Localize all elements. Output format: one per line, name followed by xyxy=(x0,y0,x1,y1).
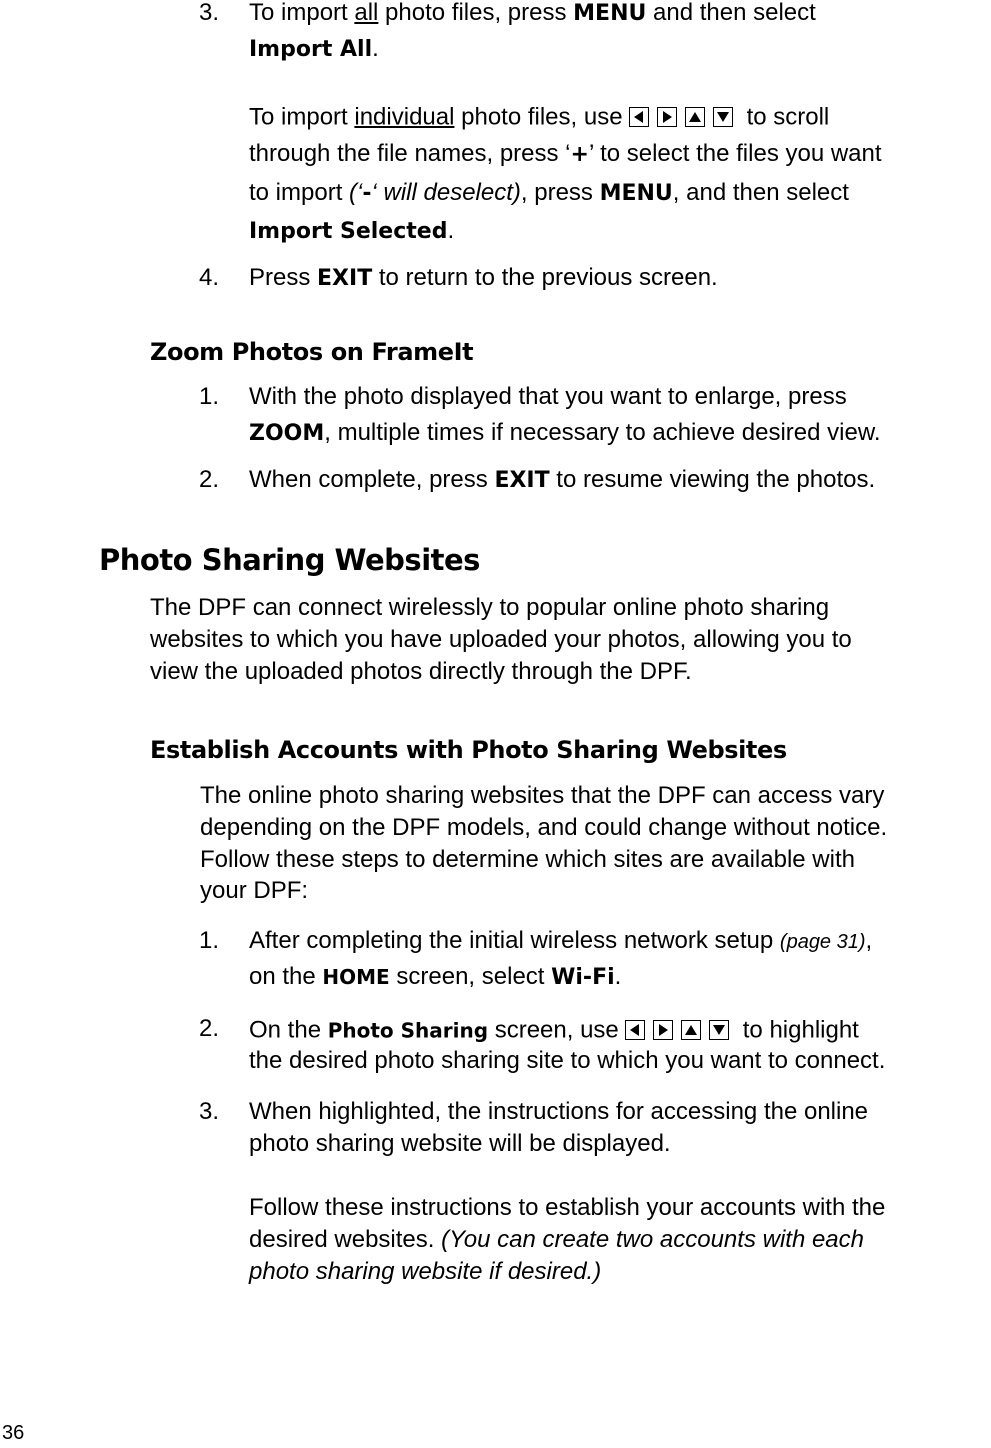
text: to return to the previous screen. xyxy=(372,264,718,291)
text: . xyxy=(447,217,455,244)
text: On the xyxy=(249,1016,328,1044)
text: (You can create two accounts with each xyxy=(441,1226,864,1253)
step-number: 2. xyxy=(199,466,220,493)
text: . xyxy=(372,35,379,62)
menu-option-label: Import All xyxy=(249,37,373,62)
text: Press xyxy=(249,264,318,291)
down-arrow-icon xyxy=(709,1020,729,1040)
establish-step3-note-line2 xyxy=(249,1225,864,1255)
arrow-keys xyxy=(629,101,741,131)
step-number: 1. xyxy=(199,927,220,954)
text: to resume viewing the photos. xyxy=(549,466,876,493)
text: to highlight xyxy=(742,1016,859,1044)
establish-step2-line1 xyxy=(249,1014,859,1048)
text: individual xyxy=(354,103,455,131)
right-arrow-icon xyxy=(653,1020,673,1040)
minus-key-label: - xyxy=(362,181,372,206)
text: all xyxy=(354,0,379,26)
text: ‘ will deselect) xyxy=(371,179,521,206)
up-arrow-icon xyxy=(681,1020,701,1040)
step-number: 1. xyxy=(199,383,220,410)
step-number: 3. xyxy=(199,1098,220,1125)
text: to import xyxy=(249,179,350,206)
text: After completing the initial wireless network setup xyxy=(249,927,780,954)
home-screen-label: HOME xyxy=(322,965,390,989)
section-heading-zoom: Zoom Photos on FrameIt xyxy=(150,338,474,366)
zoom-key-label: ZOOM xyxy=(249,421,325,446)
sharing-para-line2: websites to which you have uploaded your photos, allowing you to xyxy=(150,626,852,653)
text: ’ to select the files you want xyxy=(588,140,882,167)
text: To import xyxy=(249,0,355,26)
step4-line xyxy=(249,263,718,294)
text: , and then select xyxy=(672,179,849,206)
plus-key-label: + xyxy=(570,142,589,167)
import-individual-line4 xyxy=(249,216,454,247)
text: to scroll xyxy=(746,103,830,131)
exit-key-label: EXIT xyxy=(317,266,373,291)
up-arrow-icon xyxy=(685,107,705,127)
text: screen, use xyxy=(488,1016,619,1044)
step-number: 4. xyxy=(199,264,220,291)
menu-key-label: MENU xyxy=(599,181,673,206)
establish-step2-line2: the desired photo sharing site to which you want to connect. xyxy=(249,1047,886,1074)
section-heading-photo-sharing: Photo Sharing Websites xyxy=(99,543,480,577)
establish-step3-note-line1: Follow these instructions to establish your accounts with the xyxy=(249,1194,886,1221)
zoom-step2-line xyxy=(249,465,875,496)
zoom-step1-line1: With the photo displayed that you want to enlarge, press xyxy=(249,383,847,410)
text: (‘ xyxy=(349,179,363,206)
text: and then select xyxy=(646,0,816,26)
photo-sharing-screen-label: Photo Sharing xyxy=(327,1018,489,1043)
sharing-para-line1: The DPF can connect wirelessly to popular online photo sharing xyxy=(150,594,830,621)
page-number: 36 xyxy=(2,1422,25,1444)
text: . xyxy=(614,963,622,990)
step3-line1 xyxy=(249,0,816,29)
establish-step1-line2 xyxy=(249,962,621,993)
text: screen, select xyxy=(389,963,552,990)
left-arrow-icon xyxy=(625,1020,645,1040)
establish-step3-line2: photo sharing website will be displayed. xyxy=(249,1130,671,1157)
step-number: 3. xyxy=(199,0,220,26)
down-arrow-icon xyxy=(713,107,733,127)
text: desired websites. xyxy=(249,1226,442,1253)
page-reference: (page 31) xyxy=(779,931,866,953)
establish-para-line1: The online photo sharing websites that the DPF can access vary xyxy=(200,782,885,809)
text: , multiple times if necessary to achieve desired view. xyxy=(324,419,881,446)
establish-step3-line1: When highlighted, the instructions for accessing the online xyxy=(249,1098,869,1125)
step3-line2 xyxy=(249,34,379,65)
text: photo files, use xyxy=(454,103,623,131)
text: , xyxy=(865,927,873,954)
text: on the xyxy=(249,963,323,990)
zoom-step1-line2 xyxy=(249,418,881,449)
exit-key-label: EXIT xyxy=(494,468,550,493)
text: photo files, press xyxy=(378,0,574,26)
establish-para-line4: your DPF: xyxy=(200,877,309,904)
step-number: 2. xyxy=(199,1015,220,1042)
import-individual-line1 xyxy=(249,101,829,135)
wifi-option-label: Wi-Fi xyxy=(551,965,615,990)
establish-para-line3: Follow these steps to determine which sites are available with xyxy=(200,846,855,873)
text: To import xyxy=(249,103,355,131)
section-heading-establish: Establish Accounts with Photo Sharing Websites xyxy=(150,736,787,764)
left-arrow-icon xyxy=(629,107,649,127)
import-individual-line3 xyxy=(249,178,849,209)
arrow-keys xyxy=(625,1014,737,1044)
establish-para-line2: depending on the DPF models, and could change without notice. xyxy=(200,814,888,841)
establish-step3-note-line3: photo sharing website if desired.) xyxy=(249,1258,602,1285)
establish-step1-line1 xyxy=(249,926,872,957)
right-arrow-icon xyxy=(657,107,677,127)
text: When complete, press xyxy=(249,466,495,493)
text: , press xyxy=(520,179,600,206)
menu-key-label: MENU xyxy=(573,1,647,26)
sharing-para-line3: view the uploaded photos directly through the DPF. xyxy=(150,658,692,685)
text: through the file names, press ‘ xyxy=(249,140,571,167)
menu-option-label: Import Selected xyxy=(249,219,448,244)
import-individual-line2 xyxy=(249,139,882,170)
